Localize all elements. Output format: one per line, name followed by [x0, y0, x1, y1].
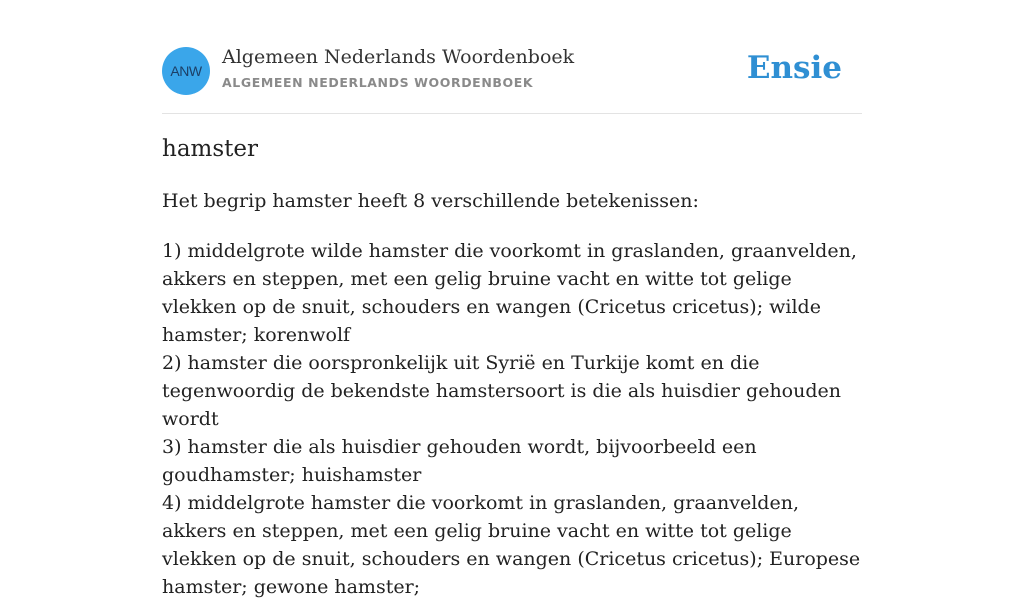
content-container: [162, 0, 862, 598]
meanings-intro: Het begrip hamster heeft 8 verschillende betekenissen:: [162, 190, 699, 212]
definition-item: 4) middelgrote hamster die voorkomt in graslanden, graanvelden, akkers en steppen, met een gelig bruine vacht en witte tot gelige vlekken op de snuit, schouders en wangen (Cricetus cricetus); Europese hamster; gewone hamster;: [162, 492, 861, 598]
site-title[interactable]: Algemeen Nederlands Woordenboek: [222, 46, 575, 68]
anw-logo[interactable]: ANW: [162, 47, 210, 95]
definition-item: 2) hamster die oorspronkelijk uit Syrië en Turkije komt en die tegenwoordig de bekendste hamstersoort is die als huisdier gehouden wordt: [162, 352, 841, 430]
site-header: [162, 0, 862, 114]
definition-item: 1) middelgrote wilde hamster die voorkomt in graslanden, graanvelden, akkers en steppen, met een gelig bruine vacht en witte tot gelige vlekken op de snuit, schouders en wangen (Cricetus cricetus); wilde hamster; korenwolf: [162, 240, 857, 346]
definition-item: 3) hamster die als huisdier gehouden wordt, bijvoorbeeld een goudhamster; huishamster: [162, 436, 757, 486]
ensie-brand-logo[interactable]: Ensie: [746, 50, 842, 86]
word-title: hamster: [162, 136, 258, 162]
site-subtitle: ALGEMEEN NEDERLANDS WOORDENBOEK: [222, 75, 534, 90]
definitions-list: [162, 237, 862, 601]
